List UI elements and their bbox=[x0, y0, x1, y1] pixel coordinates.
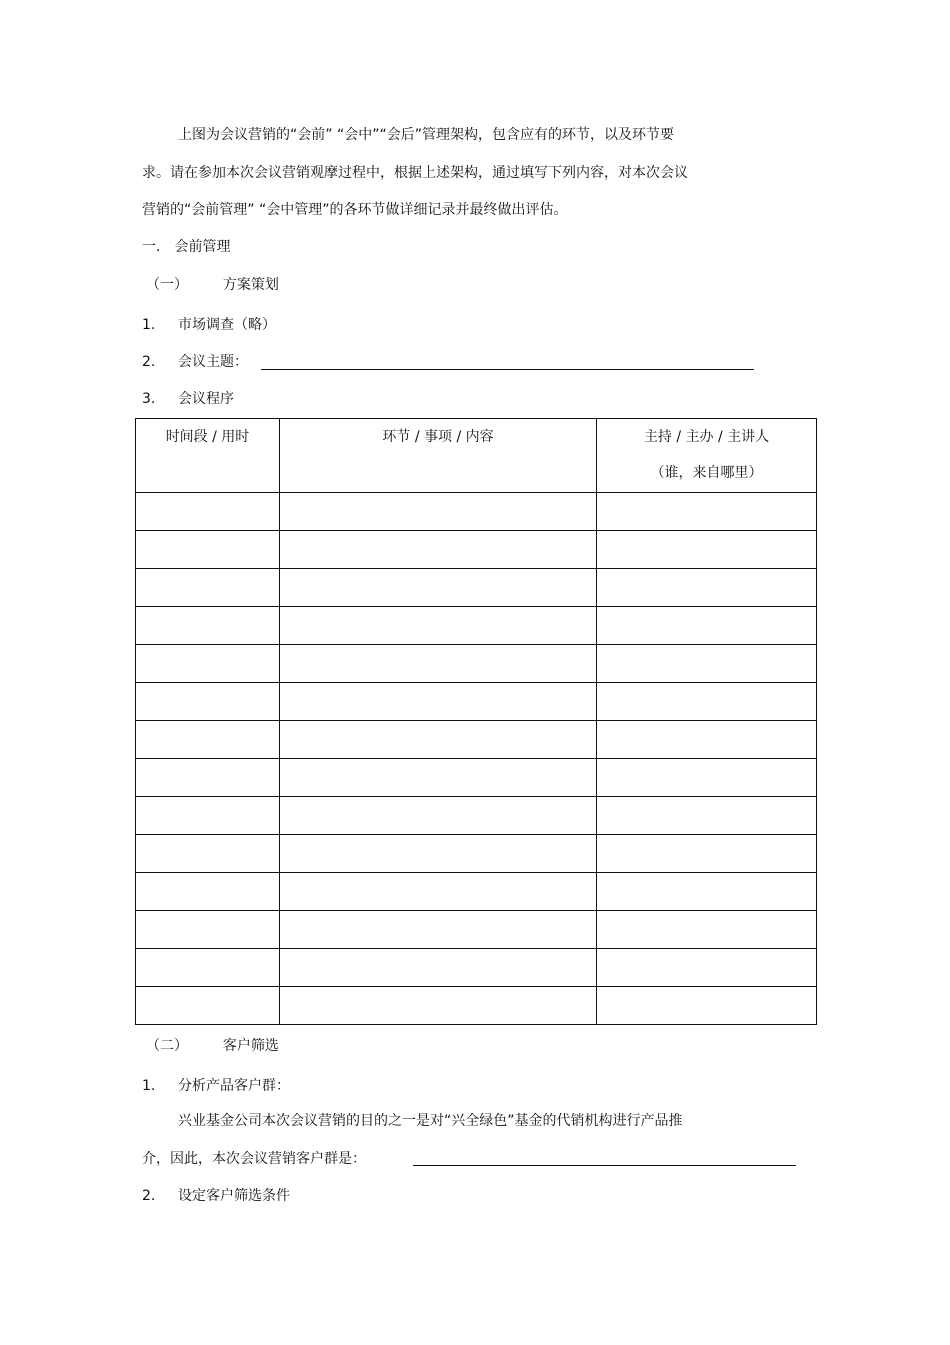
meeting-theme-blank[interactable] bbox=[261, 369, 754, 370]
cell-item[interactable] bbox=[280, 987, 597, 1025]
cell-time[interactable] bbox=[136, 645, 280, 683]
cell-time[interactable] bbox=[136, 759, 280, 797]
table-row bbox=[136, 987, 817, 1025]
list-number: 2. bbox=[142, 354, 156, 370]
list-text: 会议程序 bbox=[178, 391, 234, 407]
list-number: 1. bbox=[142, 317, 156, 333]
header-item: 环节 / 事项 / 内容 bbox=[280, 419, 597, 493]
subsection-label: （二） bbox=[146, 1038, 188, 1054]
section-title-pre-meeting: 一． 会前管理 bbox=[142, 239, 231, 255]
intro-line-2: 求。请在参加本次会议营销观摩过程中，根据上述架构，通过填写下列内容，对本次会议 bbox=[142, 165, 688, 181]
list-text: 设定客户筛选条件 bbox=[178, 1188, 290, 1204]
cell-host[interactable] bbox=[597, 987, 817, 1025]
cell-time[interactable] bbox=[136, 569, 280, 607]
cell-item[interactable] bbox=[280, 911, 597, 949]
cell-host[interactable] bbox=[597, 493, 817, 531]
subsection-label: （一） bbox=[146, 277, 188, 293]
table-row bbox=[136, 873, 817, 911]
table-row bbox=[136, 683, 817, 721]
cell-time[interactable] bbox=[136, 531, 280, 569]
table-row bbox=[136, 569, 817, 607]
cell-host[interactable] bbox=[597, 759, 817, 797]
table-row bbox=[136, 531, 817, 569]
cell-item[interactable] bbox=[280, 607, 597, 645]
list-text: 分析产品客户群： bbox=[178, 1078, 290, 1094]
table-row bbox=[136, 949, 817, 987]
list-text: 市场调查（略） bbox=[178, 317, 276, 333]
cell-item[interactable] bbox=[280, 873, 597, 911]
table-row bbox=[136, 645, 817, 683]
subsection-title: 方案策划 bbox=[222, 277, 279, 293]
list-number: 2. bbox=[142, 1188, 156, 1204]
cell-host[interactable] bbox=[597, 911, 817, 949]
cell-host[interactable] bbox=[597, 531, 817, 569]
list-number: 3. bbox=[142, 391, 156, 407]
cell-time[interactable] bbox=[136, 721, 280, 759]
cell-host[interactable] bbox=[597, 721, 817, 759]
table-row bbox=[136, 493, 817, 531]
list-item-meeting-theme bbox=[142, 352, 248, 372]
cell-item[interactable] bbox=[280, 721, 597, 759]
cell-item[interactable] bbox=[280, 797, 597, 835]
subsection-plan bbox=[146, 275, 279, 295]
table-row bbox=[136, 721, 817, 759]
cell-host[interactable] bbox=[597, 797, 817, 835]
cell-time[interactable] bbox=[136, 493, 280, 531]
cell-item[interactable] bbox=[280, 835, 597, 873]
cell-host[interactable] bbox=[597, 645, 817, 683]
cell-item[interactable] bbox=[280, 531, 597, 569]
cell-time[interactable] bbox=[136, 987, 280, 1025]
table-header-row bbox=[136, 419, 817, 493]
list-item-screening-conditions bbox=[142, 1186, 290, 1206]
intro-line-1: 上图为会议营销的“会前” “会中”“会后”管理架构，包含应有的环节，以及环节要 bbox=[178, 127, 674, 143]
header-host bbox=[597, 419, 817, 493]
cell-host[interactable] bbox=[597, 873, 817, 911]
customer-group-blank[interactable] bbox=[413, 1165, 796, 1166]
cell-time[interactable] bbox=[136, 683, 280, 721]
table-row bbox=[136, 835, 817, 873]
cell-host[interactable] bbox=[597, 949, 817, 987]
list-text: 会议主题： bbox=[178, 354, 248, 370]
table-row bbox=[136, 797, 817, 835]
cell-item[interactable] bbox=[280, 949, 597, 987]
list-number: 1. bbox=[142, 1078, 156, 1094]
subsection-title: 客户筛选 bbox=[222, 1038, 279, 1054]
cell-host[interactable] bbox=[597, 835, 817, 873]
cell-time[interactable] bbox=[136, 911, 280, 949]
cell-host[interactable] bbox=[597, 607, 817, 645]
list-item-meeting-program bbox=[142, 389, 234, 409]
table-row bbox=[136, 607, 817, 645]
cell-time[interactable] bbox=[136, 797, 280, 835]
cell-item[interactable] bbox=[280, 645, 597, 683]
meeting-program-table bbox=[135, 418, 817, 1025]
customer-line-2: 介，因此，本次会议营销客户群是： bbox=[142, 1151, 366, 1167]
header-host-line1: 主持 / 主办 / 主讲人 bbox=[643, 429, 770, 445]
cell-time[interactable] bbox=[136, 835, 280, 873]
cell-time[interactable] bbox=[136, 607, 280, 645]
cell-time[interactable] bbox=[136, 873, 280, 911]
header-host-line2: （谁，来自哪里） bbox=[650, 465, 763, 481]
list-item-customer-group bbox=[142, 1076, 290, 1096]
list-item-market-research bbox=[142, 315, 276, 335]
table-row bbox=[136, 911, 817, 949]
cell-item[interactable] bbox=[280, 569, 597, 607]
subsection-customer-screening bbox=[146, 1036, 279, 1056]
cell-item[interactable] bbox=[280, 759, 597, 797]
header-time: 时间段 / 用时 bbox=[136, 419, 280, 493]
cell-item[interactable] bbox=[280, 683, 597, 721]
cell-item[interactable] bbox=[280, 493, 597, 531]
cell-host[interactable] bbox=[597, 683, 817, 721]
customer-line-1: 兴业基金公司本次会议营销的目的之一是对“兴全绿色”基金的代销机构进行产品推 bbox=[178, 1113, 683, 1129]
cell-time[interactable] bbox=[136, 949, 280, 987]
intro-line-3: 营销的“会前管理” “会中管理”的各环节做详细记录并最终做出评估。 bbox=[142, 202, 568, 218]
cell-host[interactable] bbox=[597, 569, 817, 607]
table-row bbox=[136, 759, 817, 797]
